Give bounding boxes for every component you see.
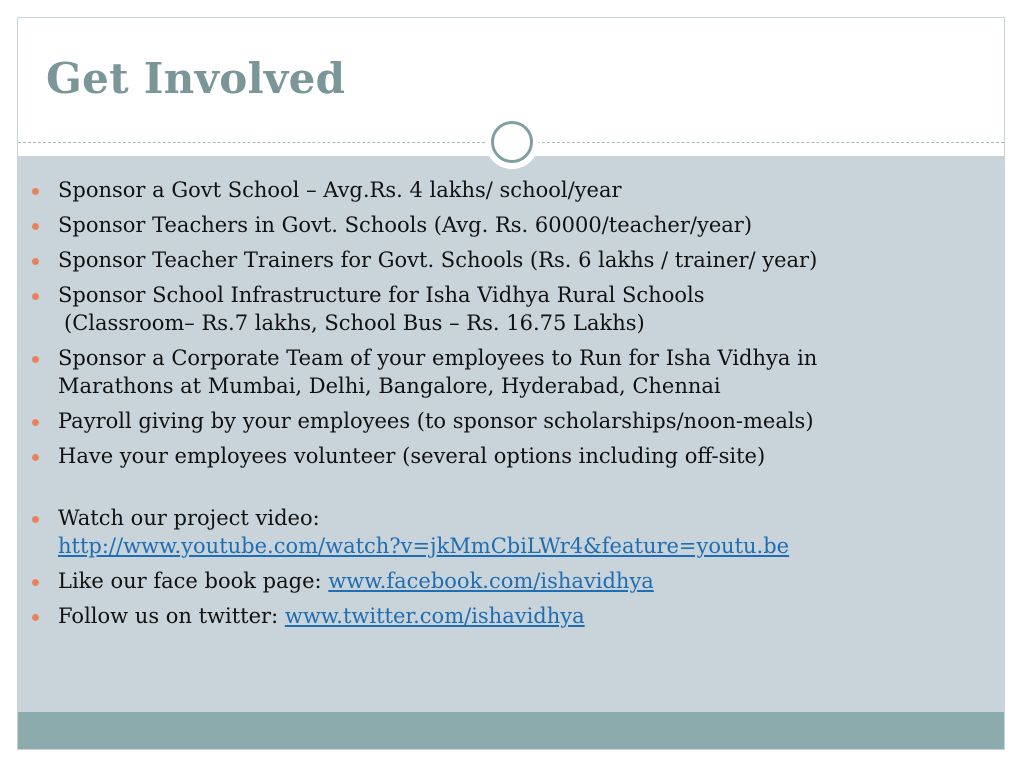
bullet-dot-icon — [32, 516, 39, 523]
list-item-facebook: Like our face book page: www.facebook.com/ishavidhya — [30, 567, 950, 595]
bullet-dot-icon — [32, 188, 39, 195]
list-item: Sponsor a Corporate Team of your employees to Run for Isha Vidhya in Marathons at Mumbai, Delhi, Bangalore, Hyderabad, Chennai — [30, 344, 950, 400]
youtube-video-link[interactable]: http://www.youtube.com/watch?v=jkMmCbiLWr4&feature=youtu.be — [58, 534, 790, 558]
bullet-dot-icon — [32, 293, 39, 300]
list-item: Sponsor Teachers in Govt. Schools (Avg. Rs. 60000/teacher/year) — [30, 211, 950, 239]
bullet-list — [30, 176, 950, 637]
bullet-dot-icon — [32, 419, 39, 426]
list-item: Sponsor a Govt School – Avg.Rs. 4 lakhs/ school/year — [30, 176, 950, 204]
footer-bar — [18, 712, 1004, 749]
facebook-page-link[interactable]: www.facebook.com/ishavidhya — [328, 569, 654, 593]
list-item: Payroll giving by your employees (to sponsor scholarships/noon-meals) — [30, 407, 950, 435]
bullet-dot-icon — [32, 223, 39, 230]
twitter-page-link[interactable]: www.twitter.com/ishavidhya — [284, 604, 585, 628]
list-item-twitter: Follow us on twitter: www.twitter.com/ishavidhya — [30, 602, 950, 630]
list-item: Sponsor Teacher Trainers for Govt. Schools (Rs. 6 lakhs / trainer/ year) — [30, 246, 950, 274]
bullet-dot-icon — [32, 454, 39, 461]
bullet-dot-icon — [32, 579, 39, 586]
list-item-video: Watch our project video: http://www.youtube.com/watch?v=jkMmCbiLWr4&feature=youtu.be — [30, 504, 950, 560]
bullet-dot-icon — [32, 356, 39, 363]
bullet-dot-icon — [32, 614, 39, 621]
list-item: Sponsor School Infrastructure for Isha Vidhya Rural Schools (Classroom– Rs.7 lakhs, School Bus – Rs. 16.75 Lakhs) — [30, 281, 950, 337]
slide-title: Get Involved — [46, 54, 346, 103]
list-item: Have your employees volunteer (several options including off-site) — [30, 442, 950, 470]
bullet-dot-icon — [32, 258, 39, 265]
circle-ornament-icon — [485, 115, 539, 169]
